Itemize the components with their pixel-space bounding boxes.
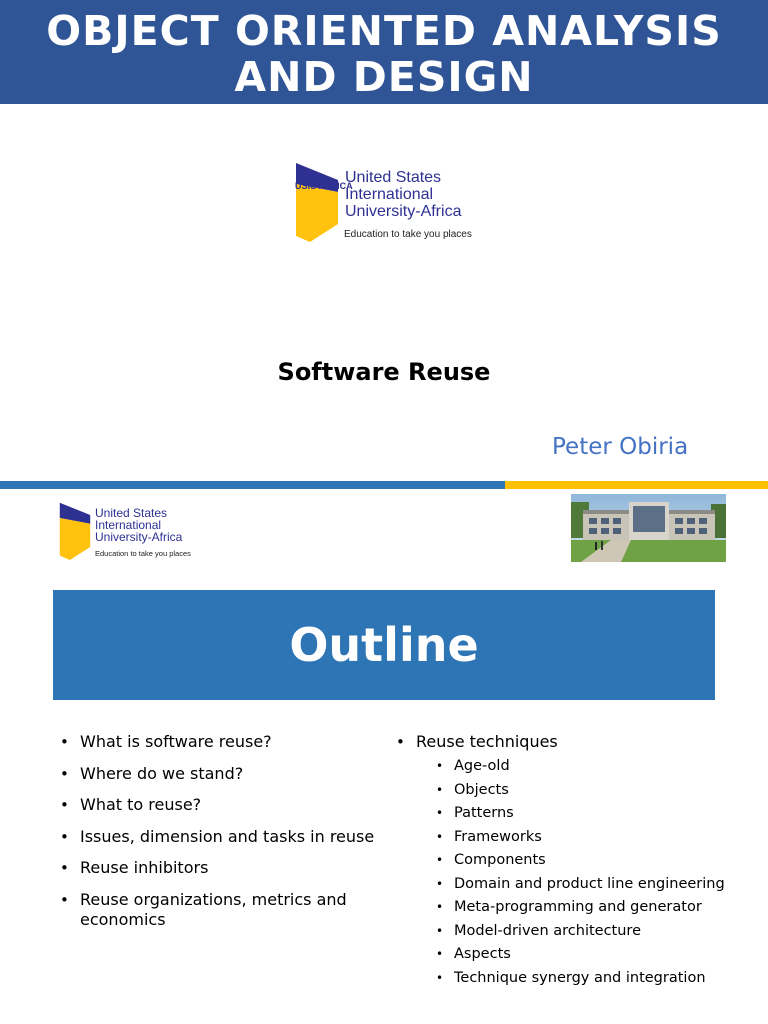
title-banner	[0, 0, 768, 104]
technique-item: • Model-driven architecture	[396, 922, 736, 941]
reuse-techniques-sublist	[396, 757, 736, 988]
author-name: Peter Obiria	[552, 434, 689, 460]
reuse-techniques-item: • Reuse techniques	[396, 732, 736, 752]
logo-tagline: Education to take you places	[95, 549, 191, 558]
outline-item: • Reuse organizations, metrics and economics	[60, 890, 380, 930]
outline-item: • Reuse inhibitors	[60, 858, 380, 878]
university-logo	[294, 162, 484, 244]
outline-heading-box	[53, 590, 715, 700]
logo-line-1: United States	[345, 169, 442, 186]
technique-item: • Meta-programming and generator	[396, 898, 736, 917]
logo-tagline: Education to take you places	[344, 229, 472, 240]
technique-item: • Objects	[396, 781, 736, 800]
outline-item: • Issues, dimension and tasks in reuse	[60, 827, 380, 847]
title-line-2: AND DESIGN	[234, 53, 534, 101]
divider-gold	[505, 481, 768, 489]
university-logo-small	[58, 502, 198, 562]
technique-item: • Components	[396, 851, 736, 870]
usiu-shield-icon	[294, 162, 353, 242]
outline-left-list	[60, 732, 380, 930]
title-slide	[0, 0, 768, 481]
technique-item: • Patterns	[396, 804, 736, 823]
logo-line-3: University-Africa	[345, 203, 462, 220]
logo-line-2: International	[95, 518, 162, 532]
logo-line-3: University-Africa	[95, 530, 183, 544]
technique-item: • Aspects	[396, 945, 736, 964]
logo-wordmark	[345, 169, 461, 220]
campus-photo	[571, 494, 726, 562]
technique-item: • Age-old	[396, 757, 736, 776]
logo-line-1: United States	[95, 506, 168, 520]
outline-item: • Where do we stand?	[60, 764, 380, 784]
outline-item: • What is software reuse?	[60, 732, 380, 752]
outline-item: • What to reuse?	[60, 795, 380, 815]
logo-wordmark	[95, 507, 182, 543]
outline-heading: Outline	[289, 618, 479, 672]
divider-blue	[0, 481, 505, 489]
usiu-shield-icon	[58, 502, 92, 560]
technique-item: • Domain and product line engineering	[396, 875, 736, 894]
logo-mark: USIU AFRICA	[295, 181, 353, 191]
title-line-1: OBJECT ORIENTED ANALYSIS	[46, 7, 722, 55]
technique-item: • Technique synergy and integration	[396, 969, 736, 988]
slide-subtitle: Software Reuse	[277, 358, 491, 386]
outline-left-column	[60, 732, 380, 941]
technique-item: • Frameworks	[396, 828, 736, 847]
logo-line-2: International	[345, 186, 434, 203]
outline-right-column	[396, 732, 736, 992]
